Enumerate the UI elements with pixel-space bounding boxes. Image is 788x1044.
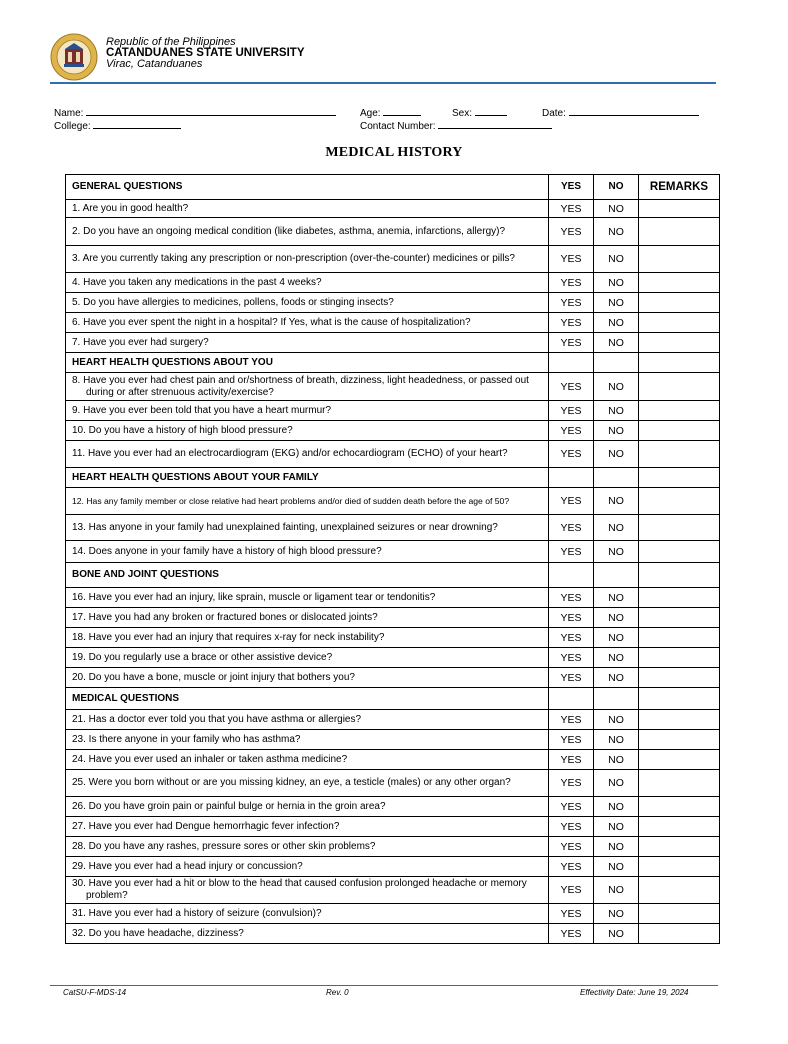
- yes-option[interactable]: YES: [549, 200, 594, 218]
- question-text: [66, 273, 549, 293]
- section-header-row: [66, 688, 720, 710]
- letterhead: [50, 33, 716, 83]
- question-label: 6. Have you ever spent the night in a hospital? If Yes, what is the cause of hospitalization?: [72, 316, 471, 328]
- remarks-cell[interactable]: [639, 401, 720, 421]
- question-row: [66, 710, 720, 730]
- question-row: [66, 648, 720, 668]
- question-row: [66, 750, 720, 770]
- section-title: MEDICAL QUESTIONS: [66, 688, 549, 710]
- question-text: [66, 750, 549, 770]
- yes-option[interactable]: YES: [549, 857, 594, 877]
- question-row: [66, 797, 720, 817]
- college-line[interactable]: [93, 119, 181, 129]
- question-text: [66, 200, 549, 218]
- yes-option[interactable]: YES: [549, 817, 594, 837]
- question-label: 20. Do you have a bone, muscle or joint injury that bothers you?: [72, 671, 355, 683]
- remarks-header-cell: [639, 563, 720, 588]
- no-option[interactable]: NO: [594, 628, 639, 648]
- question-text: [66, 817, 549, 837]
- no-option[interactable]: NO: [594, 588, 639, 608]
- yes-option[interactable]: YES: [549, 421, 594, 441]
- remarks-cell[interactable]: [639, 817, 720, 837]
- no-option[interactable]: NO: [594, 730, 639, 750]
- question-label: 1. Are you in good health?: [72, 202, 189, 214]
- no-option[interactable]: NO: [594, 648, 639, 668]
- question-label: 10. Do you have a history of high blood pressure?: [72, 424, 293, 436]
- yes-option[interactable]: YES: [549, 924, 594, 944]
- question-row: [66, 877, 720, 904]
- yes-column-header: YES: [549, 175, 594, 200]
- question-label: 2. Do you have an ongoing medical condition (like diabetes, asthma, anemia, infarctions, allergy)?: [72, 225, 506, 237]
- no-option[interactable]: NO: [594, 877, 639, 904]
- remarks-cell[interactable]: [639, 246, 720, 273]
- contact-label: Contact Number:: [360, 121, 436, 132]
- sex-line[interactable]: [475, 106, 507, 116]
- medical-history-table: [65, 174, 720, 944]
- university-name: CATANDUANES STATE UNIVERSITY: [106, 47, 305, 59]
- question-label: 4. Have you taken any medications in the past 4 weeks?: [72, 276, 322, 288]
- yes-option[interactable]: YES: [549, 515, 594, 541]
- question-label: 9. Have you ever been told that you have a heart murmur?: [72, 404, 332, 416]
- question-label: 23. Is there anyone in your family who has asthma?: [72, 733, 301, 745]
- question-label: 7. Have you ever had surgery?: [72, 336, 209, 348]
- no-option[interactable]: NO: [594, 541, 639, 563]
- question-row: [66, 333, 720, 353]
- question-text: [66, 710, 549, 730]
- yes-option[interactable]: YES: [549, 628, 594, 648]
- university-address: Virac, Catanduanes: [106, 58, 203, 70]
- question-text: [66, 877, 549, 904]
- no-option[interactable]: NO: [594, 837, 639, 857]
- date-line[interactable]: [569, 106, 699, 116]
- yes-option[interactable]: YES: [549, 293, 594, 313]
- no-option[interactable]: NO: [594, 750, 639, 770]
- question-row: [66, 441, 720, 468]
- remarks-header-cell: [639, 688, 720, 710]
- no-option[interactable]: NO: [594, 200, 639, 218]
- question-row: [66, 373, 720, 401]
- question-row: [66, 588, 720, 608]
- yes-option[interactable]: YES: [549, 588, 594, 608]
- yes-header-cell: [549, 353, 594, 373]
- question-text: [66, 541, 549, 563]
- question-row: [66, 401, 720, 421]
- question-text: [66, 648, 549, 668]
- question-row: [66, 817, 720, 837]
- question-label: 26. Do you have groin pain or painful bulge or hernia in the groin area?: [72, 800, 386, 812]
- page-title: MEDICAL HISTORY: [325, 145, 463, 160]
- question-text: [66, 797, 549, 817]
- question-row: [66, 857, 720, 877]
- form-code: CatSU-F-MDS-14: [63, 988, 127, 997]
- no-header-cell: [594, 688, 639, 710]
- no-option[interactable]: NO: [594, 333, 639, 353]
- age-label: Age:: [360, 108, 381, 119]
- question-row: [66, 273, 720, 293]
- remarks-cell[interactable]: [639, 293, 720, 313]
- question-text: [66, 293, 549, 313]
- question-row: [66, 628, 720, 648]
- question-label: 16. Have you ever had an injury, like sprain, muscle or ligament tear or tendonitis?: [72, 591, 436, 603]
- question-text: [66, 515, 549, 541]
- yes-option[interactable]: YES: [549, 797, 594, 817]
- revision: Rev. 0: [326, 988, 349, 997]
- section-header-row: [66, 468, 720, 488]
- remarks-cell[interactable]: [639, 588, 720, 608]
- question-label: 29. Have you ever had a head injury or concussion?: [72, 860, 303, 872]
- question-row: [66, 246, 720, 273]
- question-label: 11. Have you ever had an electrocardiogram (EKG) and/or echocardiogram (ECHO) of your heart?: [72, 448, 508, 459]
- remarks-cell[interactable]: [639, 313, 720, 333]
- question-text: [66, 857, 549, 877]
- remarks-column-header: REMARKS: [639, 175, 720, 200]
- question-text: [66, 373, 549, 401]
- yes-option[interactable]: YES: [549, 750, 594, 770]
- remarks-cell[interactable]: [639, 541, 720, 563]
- remarks-cell[interactable]: [639, 218, 720, 246]
- yes-option[interactable]: YES: [549, 246, 594, 273]
- name-line[interactable]: [86, 106, 336, 116]
- question-text: [66, 730, 549, 750]
- yes-option[interactable]: YES: [549, 877, 594, 904]
- question-text: [66, 401, 549, 421]
- remarks-cell[interactable]: [639, 668, 720, 688]
- yes-option[interactable]: YES: [549, 401, 594, 421]
- question-text: [66, 441, 549, 468]
- yes-option[interactable]: YES: [549, 710, 594, 730]
- yes-option[interactable]: YES: [549, 273, 594, 293]
- remarks-cell[interactable]: [639, 515, 720, 541]
- question-label: 31. Have you ever had a history of seizure (convulsion)?: [72, 907, 322, 919]
- section-title: HEART HEALTH QUESTIONS ABOUT YOU: [66, 353, 549, 373]
- remarks-cell[interactable]: [639, 488, 720, 515]
- yes-option[interactable]: YES: [549, 218, 594, 246]
- age-field[interactable]: [360, 106, 421, 120]
- question-text: [66, 628, 549, 648]
- sex-field[interactable]: [452, 106, 507, 120]
- yes-option[interactable]: YES: [549, 333, 594, 353]
- no-option[interactable]: NO: [594, 218, 639, 246]
- no-option[interactable]: NO: [594, 488, 639, 515]
- yes-option[interactable]: YES: [549, 441, 594, 468]
- effectivity-date: Effectivity Date: June 19, 2024: [580, 988, 689, 997]
- remarks-cell[interactable]: [639, 730, 720, 750]
- date-label: Date:: [542, 108, 566, 119]
- question-text: [66, 588, 549, 608]
- remarks-cell[interactable]: [639, 441, 720, 468]
- no-option[interactable]: NO: [594, 710, 639, 730]
- remarks-cell[interactable]: [639, 200, 720, 218]
- remarks-cell[interactable]: [639, 710, 720, 730]
- question-label: 19. Do you regularly use a brace or other assistive device?: [72, 651, 333, 663]
- question-row: [66, 421, 720, 441]
- question-row: [66, 293, 720, 313]
- no-header-cell: [594, 468, 639, 488]
- no-option[interactable]: NO: [594, 904, 639, 924]
- question-row: [66, 515, 720, 541]
- remarks-cell[interactable]: [639, 628, 720, 648]
- question-text: [66, 770, 549, 797]
- remarks-cell[interactable]: [639, 333, 720, 353]
- remarks-cell[interactable]: [639, 837, 720, 857]
- yes-option[interactable]: YES: [549, 770, 594, 797]
- section-header-row: [66, 175, 720, 200]
- question-label: 24. Have you ever used an inhaler or taken asthma medicine?: [72, 753, 348, 765]
- yes-option[interactable]: YES: [549, 373, 594, 401]
- university-seal-icon: [50, 33, 98, 81]
- question-text: [66, 488, 549, 515]
- no-option[interactable]: NO: [594, 770, 639, 797]
- contact-line[interactable]: [438, 119, 552, 129]
- remarks-cell[interactable]: [639, 857, 720, 877]
- no-header-cell: [594, 563, 639, 588]
- question-text: [66, 608, 549, 628]
- header-rule: [50, 82, 716, 84]
- question-text: [66, 837, 549, 857]
- question-text: [66, 904, 549, 924]
- question-row: [66, 730, 720, 750]
- question-row: [66, 200, 720, 218]
- footer-rule: [50, 985, 718, 986]
- remarks-cell[interactable]: [639, 421, 720, 441]
- yes-option[interactable]: YES: [549, 488, 594, 515]
- yes-option[interactable]: YES: [549, 837, 594, 857]
- yes-option[interactable]: YES: [549, 668, 594, 688]
- section-title: GENERAL QUESTIONS: [66, 175, 549, 200]
- college-label: College:: [54, 121, 91, 132]
- no-option[interactable]: NO: [594, 273, 639, 293]
- question-text: [66, 246, 549, 273]
- yes-header-cell: [549, 688, 594, 710]
- yes-option[interactable]: YES: [549, 541, 594, 563]
- question-row: [66, 313, 720, 333]
- no-option[interactable]: NO: [594, 421, 639, 441]
- remarks-cell[interactable]: [639, 924, 720, 944]
- question-label: 5. Do you have allergies to medicines, pollens, foods or stinging insects?: [72, 296, 394, 308]
- name-label: Name:: [54, 108, 84, 119]
- sex-label: Sex:: [452, 108, 473, 119]
- yes-header-cell: [549, 468, 594, 488]
- name-field[interactable]: [54, 106, 336, 120]
- question-row: [66, 837, 720, 857]
- contact-field[interactable]: [360, 119, 552, 133]
- question-label: 12. Has any family member or close relative had heart problems and/or died of sudden death before the age of 50?: [72, 496, 510, 506]
- question-text: [66, 924, 549, 944]
- no-option[interactable]: NO: [594, 401, 639, 421]
- date-field[interactable]: [542, 106, 699, 120]
- no-option[interactable]: NO: [594, 293, 639, 313]
- question-text: [66, 668, 549, 688]
- no-option[interactable]: NO: [594, 246, 639, 273]
- remarks-cell[interactable]: [639, 750, 720, 770]
- question-label: 18. Have you ever had an injury that requires x-ray for neck instability?: [72, 631, 385, 643]
- question-text: [66, 313, 549, 333]
- section-header-row: [66, 563, 720, 588]
- question-text: [66, 218, 549, 246]
- remarks-cell[interactable]: [639, 904, 720, 924]
- section-header-row: [66, 353, 720, 373]
- remarks-header-cell: [639, 468, 720, 488]
- remarks-cell[interactable]: [639, 373, 720, 401]
- question-label: 27. Have you ever had Dengue hemorrhagic fever infection?: [72, 820, 340, 832]
- no-option[interactable]: NO: [594, 668, 639, 688]
- no-option[interactable]: NO: [594, 313, 639, 333]
- no-option[interactable]: NO: [594, 797, 639, 817]
- question-label: 32. Do you have headache, dizziness?: [72, 927, 244, 939]
- question-row: [66, 904, 720, 924]
- question-row: [66, 668, 720, 688]
- question-row: [66, 218, 720, 246]
- remarks-cell[interactable]: [639, 608, 720, 628]
- remarks-cell[interactable]: [639, 797, 720, 817]
- yes-option[interactable]: YES: [549, 904, 594, 924]
- age-line[interactable]: [383, 106, 421, 116]
- question-text: [66, 421, 549, 441]
- question-row: [66, 924, 720, 944]
- question-label: 21. Has a doctor ever told you that you have asthma or allergies?: [72, 713, 362, 725]
- question-label: 3. Are you currently taking any prescription or non-prescription (over-the-counter) medicines or pills?: [72, 253, 515, 264]
- question-label: 30. Have you ever had a hit or blow to the head that caused confusion prolonged headache or memory problem?: [72, 878, 527, 901]
- yes-option[interactable]: YES: [549, 648, 594, 668]
- no-column-header: NO: [594, 175, 639, 200]
- yes-header-cell: [549, 563, 594, 588]
- remarks-cell[interactable]: [639, 877, 720, 904]
- question-label: 28. Do you have any rashes, pressure sores or other skin problems?: [72, 840, 376, 852]
- question-label: 14. Does anyone in your family have a history of high blood pressure?: [72, 545, 382, 557]
- college-field[interactable]: [54, 119, 181, 133]
- question-row: [66, 488, 720, 515]
- question-label: 17. Have you had any broken or fractured bones or dislocated joints?: [72, 611, 378, 623]
- republic-text: Republic of the Philippines: [106, 36, 236, 48]
- yes-option[interactable]: YES: [549, 730, 594, 750]
- question-row: [66, 541, 720, 563]
- yes-option[interactable]: YES: [549, 313, 594, 333]
- no-header-cell: [594, 353, 639, 373]
- question-text: [66, 333, 549, 353]
- no-option[interactable]: NO: [594, 373, 639, 401]
- no-option[interactable]: NO: [594, 441, 639, 468]
- question-label: 13. Has anyone in your family had unexplained fainting, unexplained seizures or near drowning?: [72, 521, 498, 533]
- remarks-cell[interactable]: [639, 648, 720, 668]
- section-title: BONE AND JOINT QUESTIONS: [66, 563, 549, 588]
- yes-option[interactable]: YES: [549, 608, 594, 628]
- no-option[interactable]: NO: [594, 515, 639, 541]
- question-row: [66, 770, 720, 797]
- question-row: [66, 608, 720, 628]
- remarks-header-cell: [639, 353, 720, 373]
- no-option[interactable]: NO: [594, 608, 639, 628]
- no-option[interactable]: NO: [594, 924, 639, 944]
- no-option[interactable]: NO: [594, 857, 639, 877]
- question-label: 8. Have you ever had chest pain and or/shortness of breath, dizziness, light headedness, or passed out during or after strenuous activity/exercise?: [72, 374, 529, 398]
- no-option[interactable]: NO: [594, 817, 639, 837]
- section-title: HEART HEALTH QUESTIONS ABOUT YOUR FAMILY: [66, 468, 549, 488]
- remarks-cell[interactable]: [639, 770, 720, 797]
- remarks-cell[interactable]: [639, 273, 720, 293]
- question-label: 25. Were you born without or are you missing kidney, an eye, a testicle (males) or any other organ?: [72, 777, 511, 788]
